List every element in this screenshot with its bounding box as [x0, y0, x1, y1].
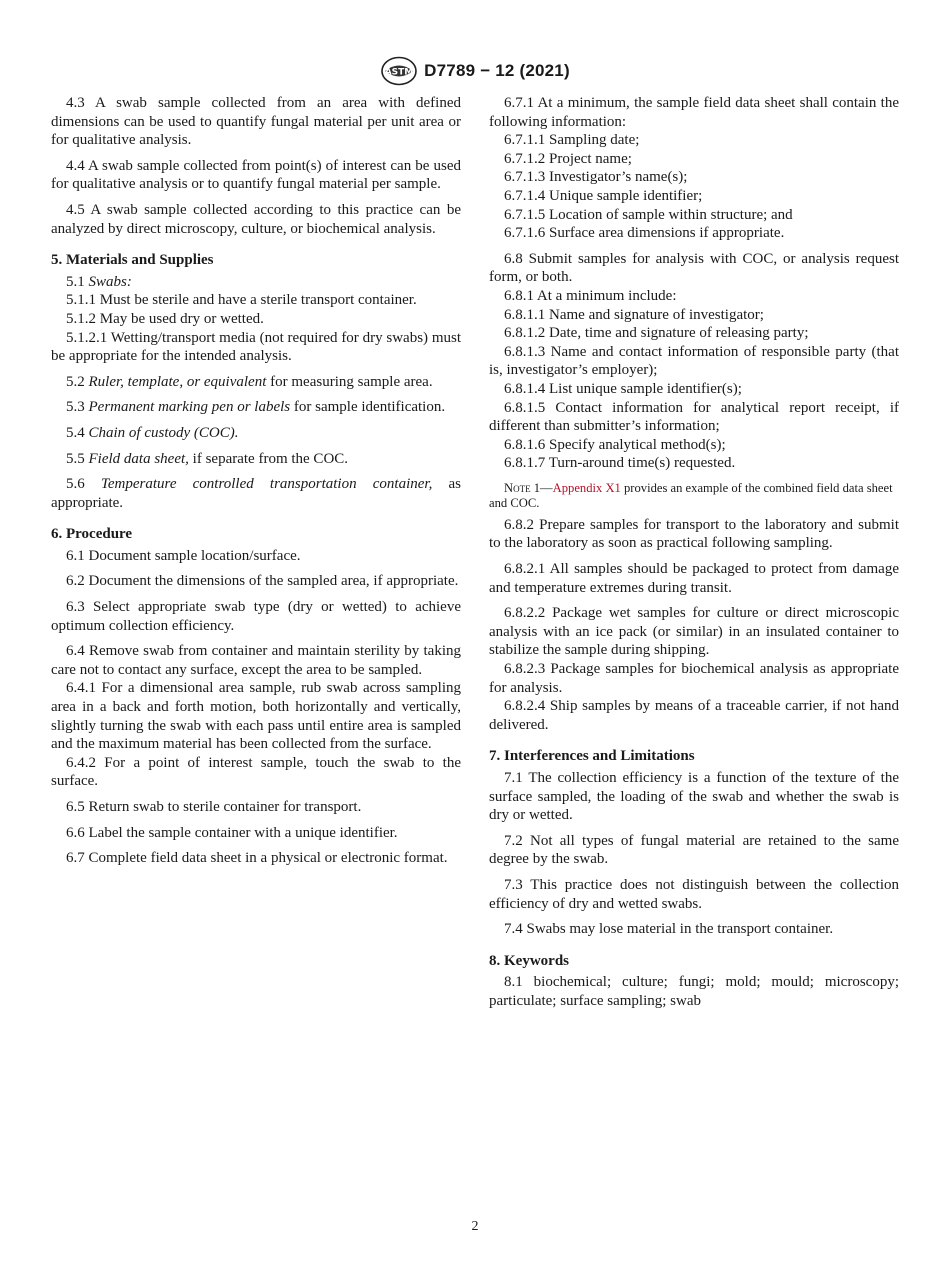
paragraph-6-4: 6.4 Remove swab from container and maintain sterility by taking care not to contact any surface, except the area to be sampled. [51, 643, 461, 678]
paragraph-5-1: 5.1 Swabs: [66, 273, 132, 290]
paragraph-7-4: 7.4 Swabs may lose material in the transport container. [504, 921, 834, 938]
section-8-heading: 8. Keywords [489, 952, 569, 969]
paragraph-5-1-2: 5.1.2 May be used dry or wetted. [66, 310, 264, 327]
paragraph-6-8: 6.8 Submit samples for analysis with COC, or analysis request form, or both. [489, 250, 899, 286]
page-header [0, 56, 950, 86]
paragraph-4-4: 4.4 A swab sample collected from point(s) of interest can be used for qualitative analysis or to quantify fungal material per sample. [51, 157, 461, 193]
paragraph-6-3: 6.3 Select appropriate swab type (dry or wetted) to achieve optimum collection efficiency. [51, 599, 461, 634]
section-7-heading: 7. Interferences and Limitations [489, 748, 695, 765]
paragraph-6-8-1-2: 6.8.1.2 Date, time and signature of releasing party; [504, 325, 809, 342]
paragraph-8-1: 8.1 biochemical; culture; fungi; mold; mould; microscopy; particulate; surface sampling; swab [489, 974, 899, 1009]
paragraph-5-6: 5.6 Temperature controlled transportation container, as appropriate. [51, 476, 462, 511]
paragraph-6-8-1-3: 6.8.1.3 Name and contact information of responsible party (that is, investigator’s employer); [489, 343, 899, 379]
paragraph-6-4-1: 6.4.1 For a dimensional area sample, rub swab across sampling area in a back and forth motion, both horizontally and vertically, slightly turning the swab with each pass until entire area is sampled and the maximum material has been collected from the surface. [51, 680, 461, 753]
paragraph-5-1-2-1: 5.1.2.1 Wetting/transport media (not required for dry swabs) must be appropriate for the intended analysis. [51, 329, 461, 365]
page-number: 2 [471, 1219, 479, 1234]
paragraph-6-6: 6.6 Label the sample container with a unique identifier. [66, 824, 398, 841]
section-6-heading: 6. Procedure [51, 526, 133, 543]
paragraph-7-2: 7.2 Not all types of fungal material are retained to the same degree by the swab. [489, 832, 899, 868]
paragraph-4-5: 4.5 A swab sample collected according to this practice can be analyzed by direct microscopy, culture, or biochemical analysis. [51, 201, 461, 237]
paragraph-6-5: 6.5 Return swab to sterile container for transport. [66, 799, 362, 815]
paragraph-5-4: 5.4 Chain of custody (COC). [66, 424, 239, 441]
paragraph-6-7: 6.7 Complete field data sheet in a physical or electronic format. [66, 850, 448, 867]
paragraph-6-1: 6.1 Document sample location/surface. [66, 547, 301, 564]
astm-logo-icon [380, 56, 418, 86]
paragraph-6-8-2-4: 6.8.2.4 Ship samples by means of a traceable carrier, if not hand delivered. [489, 698, 899, 733]
appendix-x1-link[interactable]: Appendix X1 [552, 480, 621, 495]
paragraph-6-2: 6.2 Document the dimensions of the sampled area, if appropriate. [66, 573, 459, 590]
svg-text:ASTM: ASTM [384, 67, 414, 78]
paragraph-6-8-1-7: 6.8.1.7 Turn-around time(s) requested. [504, 455, 736, 472]
paragraph-6-8-1-1: 6.8.1.1 Name and signature of investigator; [504, 306, 764, 323]
paragraph-5-5: 5.5 Field data sheet, if separate from the COC. [66, 450, 349, 467]
paragraph-6-8-1-6: 6.8.1.6 Specify analytical method(s); [504, 436, 726, 453]
left-column [51, 94, 461, 868]
paragraph-5-3: 5.3 Permanent marking pen or labels for sample identification. [66, 399, 446, 416]
section-5-heading: 5. Materials and Supplies [51, 252, 214, 269]
paragraph-5-1-1: 5.1.1 Must be sterile and have a sterile transport container. [66, 292, 417, 309]
paragraph-7-1: 7.1 The collection efficiency is a function of the texture of the surface sampled, the loading of the swab and whether the swab is dry or wetted. [489, 770, 899, 824]
paragraph-6-8-1: 6.8.1 At a minimum include: [504, 287, 677, 304]
paragraph-6-8-1-4: 6.8.1.4 List unique sample identifier(s); [504, 380, 742, 397]
paragraph-6-7-1-1: 6.7.1.1 Sampling date; [504, 132, 640, 149]
paragraph-6-8-1-5: 6.8.1.5 Contact information for analytical report receipt, if different than submitter’s information; [489, 399, 899, 435]
paragraph-4-3: 4.3 A swab sample collected from an area with defined dimensions can be used to quantify fungal material per unit area or for qualitative analysis. [51, 95, 461, 149]
paragraph-6-7-1-6: 6.7.1.6 Surface area dimensions if appropriate. [504, 225, 785, 242]
paragraph-6-8-2-3: 6.8.2.3 Package samples for biochemical analysis as appropriate for analysis. [489, 661, 899, 696]
paragraph-6-7-1-2: 6.7.1.2 Project name; [504, 150, 632, 167]
document-id: D7789 − 12 (2021) [424, 61, 570, 80]
paragraph-6-8-2: 6.8.2 Prepare samples for transport to the laboratory and submit to the laboratory as soon as practical following sampling. [489, 516, 899, 552]
paragraph-6-4-2: 6.4.2 For a point of interest sample, touch the swab to the surface. [51, 754, 461, 790]
paragraph-7-3: 7.3 This practice does not distinguish between the collection efficiency of dry and wetted swabs. [489, 876, 899, 912]
right-column [489, 94, 899, 1011]
paragraph-5-2: 5.2 Ruler, template, or equivalent for measuring sample area. [66, 373, 433, 390]
note-1: Note 1—Appendix X1 provides an example of the combined field data sheet and COC. [489, 480, 893, 510]
paragraph-6-8-2-1: 6.8.2.1 All samples should be packaged to protect from damage and temperature extremes during transit. [489, 561, 899, 596]
paragraph-6-7-1-5: 6.7.1.5 Location of sample within structure; and [504, 206, 793, 223]
paragraph-6-7-1: 6.7.1 At a minimum, the sample field data sheet shall contain the following information: [489, 95, 899, 130]
note-label: Note 1 [504, 480, 541, 495]
paragraph-6-7-1-3: 6.7.1.3 Investigator’s name(s); [504, 169, 688, 186]
paragraph-6-7-1-4: 6.7.1.4 Unique sample identifier; [504, 187, 703, 204]
paragraph-6-8-2-2: 6.8.2.2 Package wet samples for culture or direct microscopic analysis with an ice pack (or similar) in an insulated container to stabilize the sample during shipping. [489, 605, 899, 659]
